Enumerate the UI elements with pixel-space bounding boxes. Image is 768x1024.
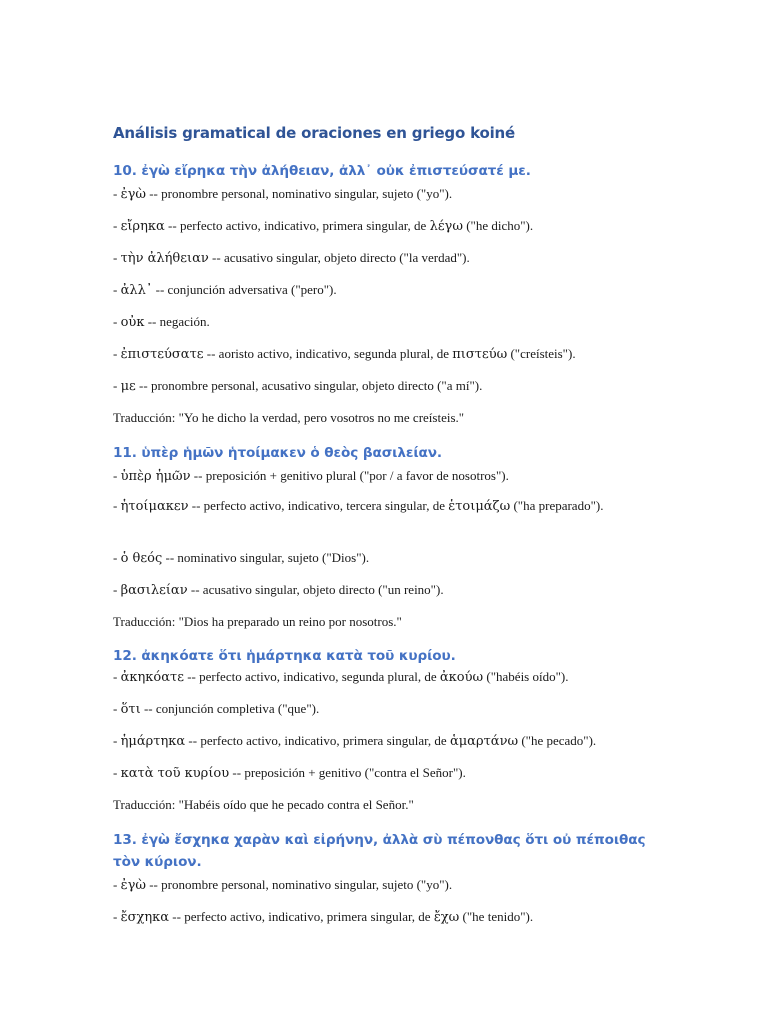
analysis-item: - ἐγὼ -- pronombre personal, nominativo singular, sujeto ("yo"). <box>113 186 453 202</box>
analysis-item: - τὴν ἀλήθειαν -- acusativo singular, objeto directo ("la verdad"). <box>113 250 470 266</box>
analysis-item: - ἀκηκόατε -- perfecto activo, indicativo, segunda plural, de ἀκούω ("habéis oído"). <box>113 669 569 685</box>
greek-word: ἀκηκόατε <box>120 670 184 685</box>
item-description: nominativo singular, sujeto ("Dios"). <box>177 550 370 565</box>
analysis-item: - ὁ θεός -- nominativo singular, sujeto ("Dios"). <box>113 550 370 566</box>
analysis-item: - ἡτοίμακεν -- perfecto activo, indicativo, tercera singular, de ἑτοιμάζω ("ha preparado"). <box>113 498 604 514</box>
analysis-item: - ὅτι -- conjunción completiva ("que"). <box>113 701 320 717</box>
item-description: acusativo singular, objeto directo ("un reino"). <box>202 582 444 597</box>
greek-word: ἐγὼ <box>120 187 146 202</box>
greek-word: ὑπὲρ ἡμῶν <box>120 469 191 484</box>
translation: Traducción: "Habéis oído que he pecado contra el Señor." <box>113 797 414 812</box>
greek-word: ὅτι <box>120 702 141 717</box>
greek-lemma: ἁμαρτάνω <box>449 734 519 749</box>
greek-lemma: πιστεύω <box>452 347 508 362</box>
analysis-item: - ἡμάρτηκα -- perfecto activo, indicativo, primera singular, de ἁμαρτάνω ("he pecado"). <box>113 733 597 749</box>
greek-word: οὐκ <box>120 315 145 330</box>
greek-lemma: ἑτοιμάζω <box>448 499 511 514</box>
item-gloss: ("he dicho"). <box>466 218 534 233</box>
item-description: conjunción adversativa ("pero"). <box>167 282 337 297</box>
analysis-item: - ἐγὼ -- pronombre personal, nominativo singular, sujeto ("yo"). <box>113 877 453 893</box>
analysis-item: - ἀλλ᾽ -- conjunción adversativa ("pero"). <box>113 282 337 298</box>
analysis-item: - ἐπιστεύσατε -- aoristo activo, indicativo, segunda plural, de πιστεύω ("creísteis"). <box>113 346 576 362</box>
analysis-item: - με -- pronombre personal, acusativo singular, objeto directo ("a mí"). <box>113 378 483 394</box>
greek-word: βασιλείαν <box>120 583 188 598</box>
greek-word: ἐγὼ <box>120 878 146 893</box>
section-heading: 13. ἐγὼ ἔσχηκα χαρὰν καὶ εἰρήνην, ἀλλὰ σὺ πέπονθας ὅτι οὐ πέποιθας τὸν κύριον. <box>113 832 646 870</box>
greek-word: ἀλλ᾽ <box>120 283 153 298</box>
greek-word: τὴν ἀλήθειαν <box>120 251 209 266</box>
item-gloss: ("ha preparado"). <box>513 498 604 513</box>
greek-lemma: ἔχω <box>433 910 460 925</box>
item-description: aoristo activo, indicativo, segunda plural, de <box>218 346 449 361</box>
item-description: perfecto activo, indicativo, primera singular, de <box>179 218 427 233</box>
item-description: pronombre personal, nominativo singular, sujeto ("yo"). <box>161 186 453 201</box>
item-description: pronombre personal, acusativo singular, objeto directo ("a mí"). <box>150 378 483 393</box>
item-description: perfecto activo, indicativo, segunda plural, de <box>199 669 437 684</box>
item-description: negación. <box>159 314 210 329</box>
item-gloss: ("creísteis"). <box>510 346 576 361</box>
analysis-item: - ἔσχηκα -- perfecto activo, indicativo, primera singular, de ἔχω ("he tenido"). <box>113 909 534 925</box>
greek-lemma: λέγω <box>429 219 463 234</box>
translation: Traducción: "Dios ha preparado un reino por nosotros." <box>113 614 402 629</box>
greek-word: με <box>120 379 136 394</box>
analysis-item: - βασιλείαν -- acusativo singular, objeto directo ("un reino"). <box>113 582 444 598</box>
item-gloss: ("he pecado"). <box>521 733 597 748</box>
greek-word: εἴρηκα <box>120 219 165 234</box>
section-heading: 12. ἀκηκόατε ὅτι ἡμάρτηκα κατὰ τοῦ κυρίου. <box>113 648 456 664</box>
greek-word: ὁ θεός <box>120 551 163 566</box>
greek-word: ἐπιστεύσατε <box>120 347 204 362</box>
analysis-item: - κατὰ τοῦ κυρίου -- preposición + genitivo ("contra el Señor"). <box>113 765 466 781</box>
greek-word: ἡμάρτηκα <box>120 734 186 749</box>
item-gloss: ("habéis oído"). <box>486 669 569 684</box>
item-description: perfecto activo, indicativo, primera singular, de <box>184 909 431 924</box>
item-description: pronombre personal, nominativo singular, sujeto ("yo"). <box>161 877 453 892</box>
item-description: perfecto activo, indicativo, primera singular, de <box>200 733 447 748</box>
item-description: conjunción completiva ("que"). <box>155 701 320 716</box>
item-description: preposición + genitivo plural ("por / a favor de nosotros"). <box>205 468 509 483</box>
greek-word: ἡτοίμακεν <box>120 499 189 514</box>
analysis-item: - ὑπὲρ ἡμῶν -- preposición + genitivo plural ("por / a favor de nosotros"). <box>113 468 509 484</box>
document-title: Análisis gramatical de oraciones en griego koiné <box>113 124 515 142</box>
section-heading: 11. ὑπὲρ ἡμῶν ἡτοίμακεν ὁ θεὸς βασιλείαν. <box>113 445 443 461</box>
greek-lemma: ἀκούω <box>439 670 484 685</box>
item-description: perfecto activo, indicativo, tercera singular, de <box>203 498 445 513</box>
greek-word: κατὰ τοῦ κυρίου <box>120 766 230 781</box>
analysis-item: - εἴρηκα -- perfecto activo, indicativo, primera singular, de λέγω ("he dicho"). <box>113 218 534 234</box>
item-description: acusativo singular, objeto directo ("la verdad"). <box>223 250 470 265</box>
analysis-item: - οὐκ -- negación. <box>113 314 210 330</box>
section-heading: 10. ἐγὼ εἴρηκα τὴν ἀλήθειαν, ἀλλ᾽ οὐκ ἐπιστεύσατέ με. <box>113 163 531 179</box>
greek-word: ἔσχηκα <box>120 910 170 925</box>
item-description: preposición + genitivo ("contra el Señor"). <box>244 765 466 780</box>
translation: Traducción: "Yo he dicho la verdad, pero vosotros no me creísteis." <box>113 410 465 425</box>
item-gloss: ("he tenido"). <box>462 909 534 924</box>
